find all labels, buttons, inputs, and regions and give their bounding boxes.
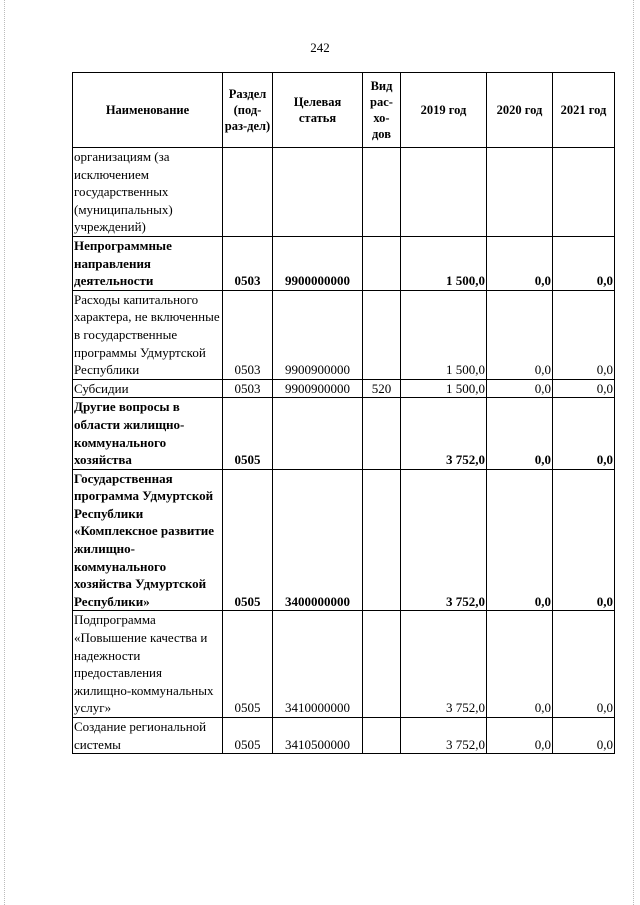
row-2020-cell: 0,0 — [487, 236, 553, 290]
header-2021: 2021 год — [553, 73, 615, 148]
table-row — [73, 611, 615, 718]
row-2019-cell: 1 500,0 — [401, 236, 487, 290]
header-row — [73, 73, 615, 148]
row-target-cell — [273, 148, 363, 237]
row-2019-cell: 3 752,0 — [401, 469, 487, 611]
right-margin-marks — [633, 0, 636, 905]
row-name-cell: Непрограммные направления деятельности — [73, 236, 223, 290]
row-2021-cell: 0,0 — [553, 611, 615, 718]
table-row — [73, 718, 615, 754]
row-expense-type-cell — [363, 718, 401, 754]
row-name-cell: Государственная программа Удмуртской Республики «Комплексное развитие жилищно-коммунального хозяйства Удмуртской Республики» — [73, 469, 223, 611]
row-name-cell: Создание региональной системы — [73, 718, 223, 754]
row-2020-cell — [487, 148, 553, 237]
header-name: Наименование — [73, 73, 223, 148]
row-section-cell: 0503 — [223, 290, 273, 379]
row-2019-cell: 1 500,0 — [401, 290, 487, 379]
row-2020-cell: 0,0 — [487, 718, 553, 754]
page-number: 242 — [310, 40, 330, 55]
row-section-cell: 0505 — [223, 718, 273, 754]
row-2019-cell: 1 500,0 — [401, 379, 487, 398]
header-2020: 2020 год — [487, 73, 553, 148]
header-section: Раздел (под-раз-дел) — [223, 73, 273, 148]
table-row — [73, 379, 615, 398]
table-row — [73, 469, 615, 611]
row-2019-cell: 3 752,0 — [401, 611, 487, 718]
row-name-cell: Другие вопросы в области жилищно-коммунального хозяйства — [73, 398, 223, 469]
row-section-cell: 0505 — [223, 611, 273, 718]
row-2019-cell: 3 752,0 — [401, 398, 487, 469]
row-target-cell: 9900000000 — [273, 236, 363, 290]
row-2019-cell — [401, 148, 487, 237]
row-2019-cell: 3 752,0 — [401, 718, 487, 754]
row-target-cell: 3400000000 — [273, 469, 363, 611]
row-name-cell: организациям (за исключением государственных (муниципальных) учреждений) — [73, 148, 223, 237]
row-target-cell: 9900900000 — [273, 379, 363, 398]
row-2021-cell — [553, 148, 615, 237]
row-target-cell: 9900900000 — [273, 290, 363, 379]
row-name-cell: Субсидии — [73, 379, 223, 398]
header-expense-type: Вид рас-хо-дов — [363, 73, 401, 148]
header-2019: 2019 год — [401, 73, 487, 148]
budget-table — [72, 72, 615, 754]
row-section-cell: 0505 — [223, 469, 273, 611]
row-2020-cell: 0,0 — [487, 469, 553, 611]
table-row — [73, 148, 615, 237]
row-name-cell: Подпрограмма «Повышение качества и надежности предоставления жилищно-коммунальных услуг» — [73, 611, 223, 718]
row-target-cell — [273, 398, 363, 469]
table-body — [73, 148, 615, 754]
row-2021-cell: 0,0 — [553, 236, 615, 290]
row-2021-cell: 0,0 — [553, 379, 615, 398]
row-expense-type-cell — [363, 236, 401, 290]
row-section-cell: 0503 — [223, 236, 273, 290]
row-2021-cell: 0,0 — [553, 398, 615, 469]
row-2021-cell: 0,0 — [553, 469, 615, 611]
left-margin-marks — [4, 0, 7, 905]
row-section-cell: 0503 — [223, 379, 273, 398]
row-2021-cell: 0,0 — [553, 290, 615, 379]
row-2020-cell: 0,0 — [487, 290, 553, 379]
row-expense-type-cell — [363, 611, 401, 718]
row-2020-cell: 0,0 — [487, 611, 553, 718]
row-2020-cell: 0,0 — [487, 398, 553, 469]
header-target: Целевая статья — [273, 73, 363, 148]
table-row — [73, 290, 615, 379]
row-name-cell: Расходы капитального характера, не включенные в государственные программы Удмуртской Республики — [73, 290, 223, 379]
row-target-cell: 3410000000 — [273, 611, 363, 718]
row-expense-type-cell — [363, 290, 401, 379]
row-expense-type-cell — [363, 469, 401, 611]
row-2020-cell: 0,0 — [487, 379, 553, 398]
row-expense-type-cell — [363, 398, 401, 469]
row-expense-type-cell: 520 — [363, 379, 401, 398]
row-section-cell — [223, 148, 273, 237]
row-section-cell: 0505 — [223, 398, 273, 469]
table-row — [73, 236, 615, 290]
row-target-cell: 3410500000 — [273, 718, 363, 754]
table-row — [73, 398, 615, 469]
row-2021-cell: 0,0 — [553, 718, 615, 754]
row-expense-type-cell — [363, 148, 401, 237]
